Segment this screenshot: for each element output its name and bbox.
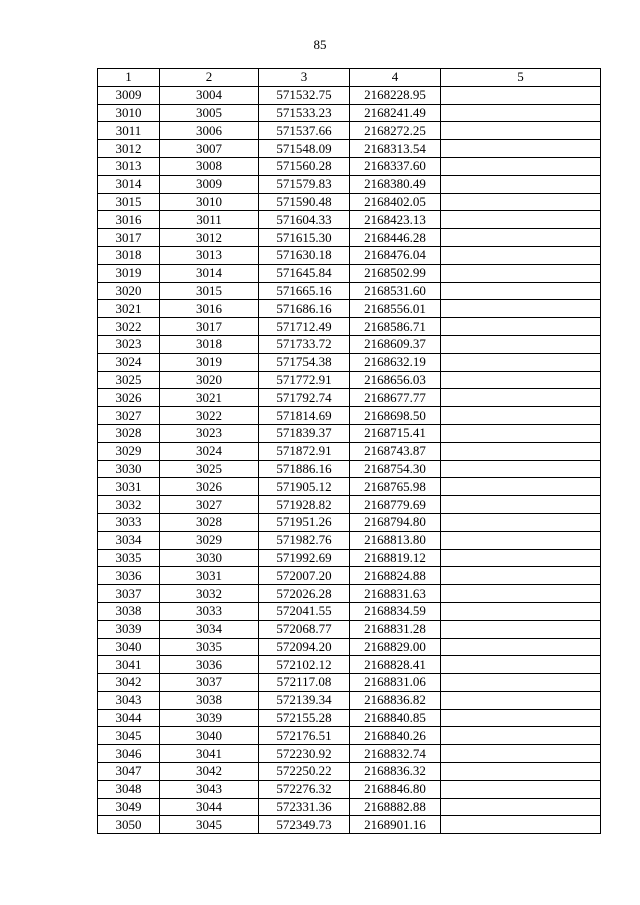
table-row bbox=[98, 656, 601, 674]
table-cell-col5 bbox=[441, 424, 601, 442]
table-row bbox=[98, 264, 601, 282]
table-row bbox=[98, 300, 601, 318]
table-cell-col1: 3021 bbox=[98, 300, 160, 318]
table-cell-col1: 3024 bbox=[98, 353, 160, 371]
table-cell-col4: 2168831.28 bbox=[350, 620, 441, 638]
table-cell-col5 bbox=[441, 549, 601, 567]
table-cell-col5 bbox=[441, 300, 601, 318]
table-cell-col5 bbox=[441, 656, 601, 674]
table-cell-col1: 3033 bbox=[98, 513, 160, 531]
table-cell-col4: 2168556.01 bbox=[350, 300, 441, 318]
table-cell-col3: 572176.51 bbox=[259, 727, 350, 745]
table-cell-col2: 3017 bbox=[160, 318, 259, 336]
table-cell-col5 bbox=[441, 478, 601, 496]
table-cell-col3: 571686.16 bbox=[259, 300, 350, 318]
table-cell-col2: 3025 bbox=[160, 460, 259, 478]
table-cell-col4: 2168882.88 bbox=[350, 798, 441, 816]
table-cell-col3: 572331.36 bbox=[259, 798, 350, 816]
table-cell-col5 bbox=[441, 442, 601, 460]
table-cell-col3: 571665.16 bbox=[259, 282, 350, 300]
table-cell-col2: 3042 bbox=[160, 763, 259, 781]
table-cell-col3: 572250.22 bbox=[259, 763, 350, 781]
table-row bbox=[98, 567, 601, 585]
table-cell-col5 bbox=[441, 229, 601, 247]
table-row bbox=[98, 763, 601, 781]
table-cell-col3: 571548.09 bbox=[259, 140, 350, 158]
table-cell-col4: 2168609.37 bbox=[350, 335, 441, 353]
table-cell-col4: 2168586.71 bbox=[350, 318, 441, 336]
table-row bbox=[98, 86, 601, 104]
table-cell-col5 bbox=[441, 211, 601, 229]
table-cell-col2: 3022 bbox=[160, 407, 259, 425]
table-row bbox=[98, 798, 601, 816]
table-row bbox=[98, 335, 601, 353]
table-cell-col4: 2168502.99 bbox=[350, 264, 441, 282]
table-cell-col3: 571645.84 bbox=[259, 264, 350, 282]
table-cell-col3: 571982.76 bbox=[259, 531, 350, 549]
table-cell-col5 bbox=[441, 104, 601, 122]
table-row bbox=[98, 140, 601, 158]
table-cell-col5 bbox=[441, 282, 601, 300]
table-row bbox=[98, 229, 601, 247]
table-cell-col2: 3011 bbox=[160, 211, 259, 229]
table-cell-col2: 3020 bbox=[160, 371, 259, 389]
table-cell-col2: 3027 bbox=[160, 496, 259, 514]
table-cell-col3: 571928.82 bbox=[259, 496, 350, 514]
table-cell-col3: 571905.12 bbox=[259, 478, 350, 496]
table-row bbox=[98, 620, 601, 638]
table-row bbox=[98, 513, 601, 531]
table-cell-col1: 3039 bbox=[98, 620, 160, 638]
table-cell-col5 bbox=[441, 335, 601, 353]
table-cell-col5 bbox=[441, 513, 601, 531]
table-cell-col3: 572041.55 bbox=[259, 602, 350, 620]
column-header-1: 1 bbox=[98, 69, 160, 87]
table-cell-col4: 2168656.03 bbox=[350, 371, 441, 389]
table-cell-col1: 3043 bbox=[98, 691, 160, 709]
table-cell-col5 bbox=[441, 567, 601, 585]
table-cell-col1: 3032 bbox=[98, 496, 160, 514]
table-cell-col4: 2168228.95 bbox=[350, 86, 441, 104]
table-cell-col1: 3009 bbox=[98, 86, 160, 104]
table-header-row bbox=[98, 69, 601, 87]
table-cell-col2: 3015 bbox=[160, 282, 259, 300]
table-cell-col3: 572139.34 bbox=[259, 691, 350, 709]
table-cell-col1: 3018 bbox=[98, 246, 160, 264]
table-cell-col4: 2168715.41 bbox=[350, 424, 441, 442]
table-cell-col4: 2168840.26 bbox=[350, 727, 441, 745]
table-cell-col4: 2168402.05 bbox=[350, 193, 441, 211]
table-row bbox=[98, 282, 601, 300]
table-cell-col4: 2168476.04 bbox=[350, 246, 441, 264]
table-cell-col2: 3030 bbox=[160, 549, 259, 567]
table-cell-col4: 2168828.41 bbox=[350, 656, 441, 674]
table-cell-col3: 572026.28 bbox=[259, 585, 350, 603]
page-number: 85 bbox=[313, 37, 327, 52]
table-cell-col3: 572276.32 bbox=[259, 780, 350, 798]
table-cell-col2: 3040 bbox=[160, 727, 259, 745]
table-cell-col1: 3034 bbox=[98, 531, 160, 549]
table-cell-col2: 3038 bbox=[160, 691, 259, 709]
table-cell-col4: 2168846.80 bbox=[350, 780, 441, 798]
table-cell-col2: 3023 bbox=[160, 424, 259, 442]
table-cell-col5 bbox=[441, 175, 601, 193]
table-cell-col1: 3025 bbox=[98, 371, 160, 389]
table-row bbox=[98, 246, 601, 264]
table-cell-col2: 3014 bbox=[160, 264, 259, 282]
table-cell-col3: 571792.74 bbox=[259, 389, 350, 407]
table-cell-col5 bbox=[441, 407, 601, 425]
table-cell-col5 bbox=[441, 371, 601, 389]
column-header-3: 3 bbox=[259, 69, 350, 87]
table-row bbox=[98, 496, 601, 514]
table-row bbox=[98, 442, 601, 460]
table-cell-col5 bbox=[441, 460, 601, 478]
column-header-4: 4 bbox=[350, 69, 441, 87]
table-cell-col1: 3047 bbox=[98, 763, 160, 781]
table-cell-col3: 571533.23 bbox=[259, 104, 350, 122]
table-cell-col3: 571772.91 bbox=[259, 371, 350, 389]
table-cell-col1: 3023 bbox=[98, 335, 160, 353]
table-cell-col4: 2168446.28 bbox=[350, 229, 441, 247]
table-cell-col5 bbox=[441, 602, 601, 620]
table-cell-col4: 2168765.98 bbox=[350, 478, 441, 496]
table-cell-col4: 2168272.25 bbox=[350, 122, 441, 140]
table-cell-col3: 572007.20 bbox=[259, 567, 350, 585]
table-cell-col1: 3041 bbox=[98, 656, 160, 674]
table-cell-col1: 3045 bbox=[98, 727, 160, 745]
table-cell-col5 bbox=[441, 763, 601, 781]
table-cell-col4: 2168779.69 bbox=[350, 496, 441, 514]
table-cell-col3: 571615.30 bbox=[259, 229, 350, 247]
table-row bbox=[98, 389, 601, 407]
table-cell-col3: 571560.28 bbox=[259, 157, 350, 175]
table-row bbox=[98, 407, 601, 425]
table-cell-col5 bbox=[441, 353, 601, 371]
table-cell-col1: 3013 bbox=[98, 157, 160, 175]
table-row bbox=[98, 424, 601, 442]
table-cell-col5 bbox=[441, 585, 601, 603]
table-cell-col1: 3038 bbox=[98, 602, 160, 620]
table-cell-col1: 3014 bbox=[98, 175, 160, 193]
table-cell-col3: 572117.08 bbox=[259, 674, 350, 692]
table-cell-col2: 3033 bbox=[160, 602, 259, 620]
table-cell-col5 bbox=[441, 496, 601, 514]
table-cell-col2: 3013 bbox=[160, 246, 259, 264]
table-cell-col5 bbox=[441, 727, 601, 745]
table-cell-col4: 2168632.19 bbox=[350, 353, 441, 371]
table-cell-col4: 2168743.87 bbox=[350, 442, 441, 460]
table-cell-col4: 2168831.06 bbox=[350, 674, 441, 692]
table-cell-col5 bbox=[441, 780, 601, 798]
table-cell-col4: 2168829.00 bbox=[350, 638, 441, 656]
table-row bbox=[98, 780, 601, 798]
table-cell-col1: 3028 bbox=[98, 424, 160, 442]
table-cell-col5 bbox=[441, 691, 601, 709]
table-row bbox=[98, 531, 601, 549]
table-cell-col4: 2168794.80 bbox=[350, 513, 441, 531]
table-cell-col2: 3004 bbox=[160, 86, 259, 104]
table-cell-col3: 571604.33 bbox=[259, 211, 350, 229]
table-cell-col3: 571992.69 bbox=[259, 549, 350, 567]
table-cell-col2: 3016 bbox=[160, 300, 259, 318]
table-cell-col1: 3016 bbox=[98, 211, 160, 229]
table-cell-col4: 2168677.77 bbox=[350, 389, 441, 407]
table-cell-col2: 3028 bbox=[160, 513, 259, 531]
table-cell-col2: 3005 bbox=[160, 104, 259, 122]
column-header-2: 2 bbox=[160, 69, 259, 87]
table-cell-col2: 3008 bbox=[160, 157, 259, 175]
table-cell-col2: 3032 bbox=[160, 585, 259, 603]
table-row bbox=[98, 709, 601, 727]
table-cell-col5 bbox=[441, 193, 601, 211]
table-cell-col2: 3009 bbox=[160, 175, 259, 193]
table-cell-col2: 3045 bbox=[160, 816, 259, 834]
table-cell-col4: 2168698.50 bbox=[350, 407, 441, 425]
table-row bbox=[98, 549, 601, 567]
table-cell-col5 bbox=[441, 140, 601, 158]
table-cell-col4: 2168834.59 bbox=[350, 602, 441, 620]
table-cell-col4: 2168824.88 bbox=[350, 567, 441, 585]
table-cell-col5 bbox=[441, 157, 601, 175]
table-cell-col1: 3036 bbox=[98, 567, 160, 585]
table-cell-col5 bbox=[441, 709, 601, 727]
table-cell-col4: 2168313.54 bbox=[350, 140, 441, 158]
table-cell-col1: 3015 bbox=[98, 193, 160, 211]
table-cell-col1: 3020 bbox=[98, 282, 160, 300]
table-cell-col2: 3029 bbox=[160, 531, 259, 549]
table-cell-col5 bbox=[441, 798, 601, 816]
table-cell-col2: 3041 bbox=[160, 745, 259, 763]
table-cell-col3: 571839.37 bbox=[259, 424, 350, 442]
table-cell-col1: 3019 bbox=[98, 264, 160, 282]
table-cell-col1: 3029 bbox=[98, 442, 160, 460]
table-cell-col5 bbox=[441, 674, 601, 692]
table-cell-col3: 571733.72 bbox=[259, 335, 350, 353]
table-cell-col2: 3037 bbox=[160, 674, 259, 692]
table-cell-col4: 2168531.60 bbox=[350, 282, 441, 300]
table-cell-col2: 3034 bbox=[160, 620, 259, 638]
table-cell-col2: 3007 bbox=[160, 140, 259, 158]
table-cell-col5 bbox=[441, 86, 601, 104]
table-cell-col4: 2168832.74 bbox=[350, 745, 441, 763]
table-cell-col2: 3006 bbox=[160, 122, 259, 140]
table-cell-col2: 3012 bbox=[160, 229, 259, 247]
table-cell-col2: 3036 bbox=[160, 656, 259, 674]
table-cell-col3: 571579.83 bbox=[259, 175, 350, 193]
table-row bbox=[98, 691, 601, 709]
table-row bbox=[98, 371, 601, 389]
table-cell-col2: 3010 bbox=[160, 193, 259, 211]
table-row bbox=[98, 175, 601, 193]
table-cell-col2: 3026 bbox=[160, 478, 259, 496]
table-cell-col1: 3031 bbox=[98, 478, 160, 496]
table-cell-col3: 571814.69 bbox=[259, 407, 350, 425]
table-cell-col2: 3044 bbox=[160, 798, 259, 816]
table-cell-col5 bbox=[441, 318, 601, 336]
table-row bbox=[98, 478, 601, 496]
table-cell-col2: 3021 bbox=[160, 389, 259, 407]
table-cell-col3: 571630.18 bbox=[259, 246, 350, 264]
table-cell-col1: 3042 bbox=[98, 674, 160, 692]
table-cell-col3: 571590.48 bbox=[259, 193, 350, 211]
table-cell-col2: 3024 bbox=[160, 442, 259, 460]
table-cell-col5 bbox=[441, 264, 601, 282]
table-row bbox=[98, 727, 601, 745]
table-cell-col3: 572094.20 bbox=[259, 638, 350, 656]
table-cell-col5 bbox=[441, 745, 601, 763]
table-cell-col4: 2168819.12 bbox=[350, 549, 441, 567]
table-row bbox=[98, 104, 601, 122]
table-row bbox=[98, 460, 601, 478]
table-row bbox=[98, 122, 601, 140]
table-cell-col4: 2168836.82 bbox=[350, 691, 441, 709]
table-row bbox=[98, 585, 601, 603]
table-cell-col4: 2168337.60 bbox=[350, 157, 441, 175]
table-cell-col1: 3035 bbox=[98, 549, 160, 567]
table-row bbox=[98, 193, 601, 211]
table-cell-col1: 3049 bbox=[98, 798, 160, 816]
table-row bbox=[98, 602, 601, 620]
table-row bbox=[98, 318, 601, 336]
table-cell-col3: 571886.16 bbox=[259, 460, 350, 478]
table-cell-col1: 3030 bbox=[98, 460, 160, 478]
table-cell-col4: 2168380.49 bbox=[350, 175, 441, 193]
table-cell-col3: 571872.91 bbox=[259, 442, 350, 460]
table-cell-col3: 571712.49 bbox=[259, 318, 350, 336]
table-cell-col2: 3019 bbox=[160, 353, 259, 371]
table-cell-col3: 571754.38 bbox=[259, 353, 350, 371]
table-cell-col3: 572068.77 bbox=[259, 620, 350, 638]
table-cell-col1: 3011 bbox=[98, 122, 160, 140]
table-cell-col1: 3027 bbox=[98, 407, 160, 425]
table-cell-col5 bbox=[441, 122, 601, 140]
table-cell-col1: 3040 bbox=[98, 638, 160, 656]
table-cell-col1: 3050 bbox=[98, 816, 160, 834]
table-cell-col5 bbox=[441, 389, 601, 407]
table-cell-col1: 3044 bbox=[98, 709, 160, 727]
table-cell-col3: 572155.28 bbox=[259, 709, 350, 727]
table-cell-col2: 3018 bbox=[160, 335, 259, 353]
table-row bbox=[98, 211, 601, 229]
table-cell-col4: 2168836.32 bbox=[350, 763, 441, 781]
table-row bbox=[98, 745, 601, 763]
table-cell-col1: 3046 bbox=[98, 745, 160, 763]
table-cell-col3: 571532.75 bbox=[259, 86, 350, 104]
table-cell-col3: 572230.92 bbox=[259, 745, 350, 763]
table-cell-col5 bbox=[441, 638, 601, 656]
table-cell-col4: 2168241.49 bbox=[350, 104, 441, 122]
table-cell-col2: 3039 bbox=[160, 709, 259, 727]
table-cell-col3: 572349.73 bbox=[259, 816, 350, 834]
table-cell-col5 bbox=[441, 531, 601, 549]
table-row bbox=[98, 638, 601, 656]
table-cell-col1: 3010 bbox=[98, 104, 160, 122]
coordinates-table bbox=[97, 68, 601, 834]
table-cell-col4: 2168754.30 bbox=[350, 460, 441, 478]
table-cell-col2: 3043 bbox=[160, 780, 259, 798]
table-cell-col4: 2168840.85 bbox=[350, 709, 441, 727]
column-header-5: 5 bbox=[441, 69, 601, 87]
table-cell-col2: 3031 bbox=[160, 567, 259, 585]
table-cell-col2: 3035 bbox=[160, 638, 259, 656]
table-row bbox=[98, 157, 601, 175]
table-body bbox=[98, 86, 601, 833]
table-cell-col1: 3012 bbox=[98, 140, 160, 158]
table-cell-col4: 2168813.80 bbox=[350, 531, 441, 549]
table-cell-col5 bbox=[441, 816, 601, 834]
table-cell-col4: 2168901.16 bbox=[350, 816, 441, 834]
table-cell-col5 bbox=[441, 620, 601, 638]
table-row bbox=[98, 674, 601, 692]
table-cell-col1: 3017 bbox=[98, 229, 160, 247]
table-cell-col3: 571537.66 bbox=[259, 122, 350, 140]
table-cell-col1: 3026 bbox=[98, 389, 160, 407]
table-cell-col3: 572102.12 bbox=[259, 656, 350, 674]
table-row bbox=[98, 816, 601, 834]
table-cell-col1: 3048 bbox=[98, 780, 160, 798]
table-row bbox=[98, 353, 601, 371]
table-cell-col1: 3037 bbox=[98, 585, 160, 603]
table-cell-col4: 2168831.63 bbox=[350, 585, 441, 603]
table-cell-col3: 571951.26 bbox=[259, 513, 350, 531]
table-cell-col1: 3022 bbox=[98, 318, 160, 336]
table-cell-col4: 2168423.13 bbox=[350, 211, 441, 229]
table-cell-col5 bbox=[441, 246, 601, 264]
